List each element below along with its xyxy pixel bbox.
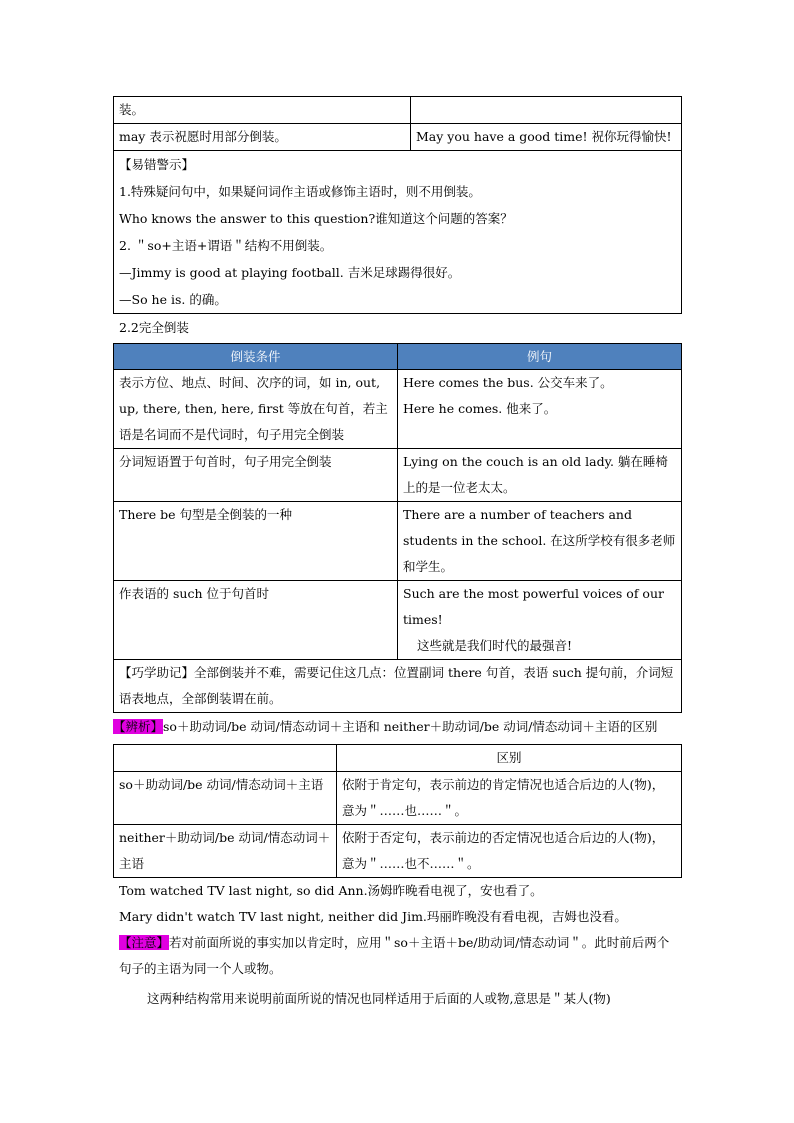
note-line: —Jimmy is good at playing football. 吉米足球踢得很好。 — [119, 265, 461, 280]
table-full-inversion — [113, 343, 682, 713]
table-row — [114, 581, 682, 660]
table-so-neither — [113, 744, 682, 878]
table-row — [114, 370, 682, 449]
table-header-row — [114, 745, 682, 772]
note-line: 1.特殊疑问句中，如果疑问词作主语或修饰主语时，则不用倒装。 — [119, 184, 481, 199]
table-cell: 作表语的 such 位于句首时 — [114, 581, 398, 660]
table-partial-inversion — [113, 96, 682, 314]
cell-line: Such are the most powerful voices of our times! — [403, 586, 664, 627]
note-title: 【易错警示】 — [119, 157, 195, 172]
table-header-row — [114, 344, 682, 370]
column-header: 倒装条件 — [114, 344, 398, 370]
table-cell: may 表示祝愿时用部分倒装。 — [114, 124, 411, 151]
table-cell: 依附于否定句，表示前边的否定情况也适合后边的人(物)，意为＂……也不……＂。 — [337, 825, 682, 878]
column-header — [114, 745, 337, 772]
table-cell — [398, 581, 682, 660]
table-cell: Lying on the couch is an old lady. 躺在睡椅上的是一位老太太。 — [398, 449, 682, 502]
table-cell: neither＋助动词/be 动词/情态动词＋主语 — [114, 825, 337, 878]
table-row — [114, 502, 682, 581]
attention-tag: 【注意】 — [119, 935, 170, 950]
cell-line: Here he comes. 他来了。 — [403, 401, 557, 416]
example-sentence: Mary didn't watch TV last night, neither did Jim.玛丽昨晚没有看电视，吉姆也没看。 — [119, 909, 627, 924]
cell-line: up, there, then, here, first 等放在句首，若主语是名词而不是代词时，句子用完全倒装 — [119, 401, 388, 442]
table-row — [114, 124, 682, 151]
table-cell — [114, 370, 398, 449]
analysis-text: so＋助动词/be 动词/情态动词＋主语和 neither＋助动词/be 动词/情态动词＋主语的区别 — [163, 719, 658, 734]
table-row — [114, 772, 682, 825]
attention-text: 若对前面所说的事实加以肯定时，应用＂so＋主语＋be/助动词/情态动词＂。此时前后两个句子的主语为同一个人或物。 — [119, 935, 670, 976]
table-row — [114, 151, 682, 314]
note-line: Who knows the answer to this question?谁知道这个问题的答案？ — [119, 211, 513, 226]
warning-note — [114, 151, 682, 314]
table-row — [114, 97, 682, 124]
table-row — [114, 660, 682, 713]
note-line: 2. ＂so+主语+谓语＂结构不用倒装。 — [119, 238, 333, 253]
table-cell: so＋助动词/be 动词/情态动词＋主语 — [114, 772, 337, 825]
attention-paragraph — [119, 930, 681, 982]
table-cell — [411, 97, 682, 124]
table-cell: 依附于肯定句，表示前边的肯定情况也适合后边的人(物)，意为＂……也……＂。 — [337, 772, 682, 825]
table-cell: May you have a good time! 祝你玩得愉快! — [411, 124, 682, 151]
analysis-tag: 【辨析】 — [113, 719, 164, 734]
table-cell: There are a number of teachers and students in the school. 在这所学校有很多老师和学生。 — [398, 502, 682, 581]
analysis-paragraph — [113, 714, 681, 740]
table-row — [114, 825, 682, 878]
table-row — [114, 449, 682, 502]
body-paragraph: 这两种结构常用来说明前面所说的情况也同样适用于后面的人或物,意思是＂某人(物) — [147, 991, 611, 1006]
section-heading: 2.2完全倒装 — [119, 320, 189, 335]
document-page — [113, 96, 681, 1012]
table-cell: 装。 — [114, 97, 411, 124]
memo-cell: 【巧学助记】全部倒装并不难，需要记住这几点：位置副词 there 句首，表语 such 提句前，介词短语表地点，全部倒装谓在前。 — [114, 660, 682, 713]
table-cell: 分词短语置于句首时，句子用完全倒装 — [114, 449, 398, 502]
example-sentence: Tom watched TV last night, so did Ann.汤姆昨晚看电视了，安也看了。 — [119, 883, 543, 898]
column-header: 区别 — [337, 745, 682, 772]
cell-line: 表示方位、地点、时间、次序的词，如 in, out, — [119, 375, 381, 390]
note-line: —So he is. 的确。 — [119, 292, 227, 307]
table-cell: There be 句型是全倒装的一种 — [114, 502, 398, 581]
cell-line: 这些就是我们时代的最强音! — [417, 638, 573, 653]
table-cell — [398, 370, 682, 449]
cell-line: Here comes the bus. 公交车来了。 — [403, 375, 613, 390]
column-header: 例句 — [398, 344, 682, 370]
